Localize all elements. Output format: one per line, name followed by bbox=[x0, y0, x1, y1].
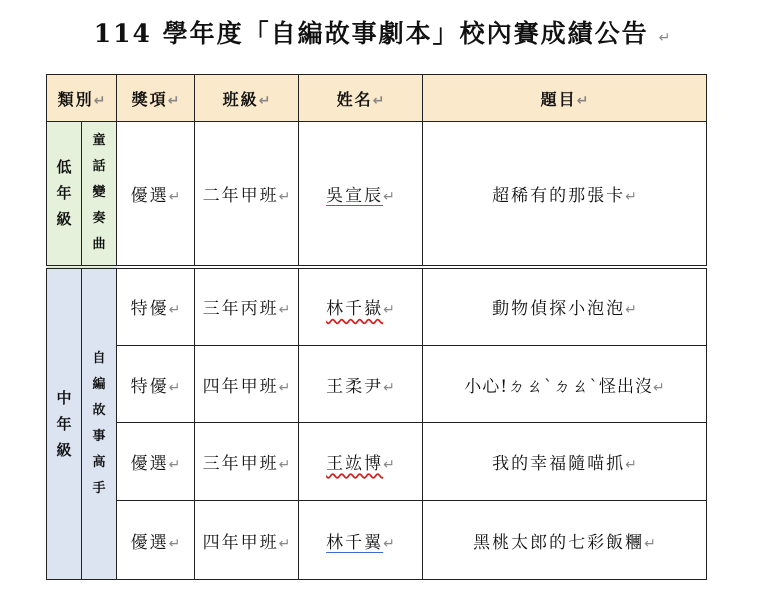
award-cell: 優選↵ bbox=[117, 122, 195, 267]
award-cell: 優選↵ bbox=[117, 501, 195, 580]
table-header-row bbox=[47, 75, 707, 122]
class-cell: 四年甲班↵ bbox=[195, 501, 299, 580]
paragraph-mark-icon: ↵ bbox=[383, 457, 395, 473]
name-cell: 林千翼↵ bbox=[299, 501, 423, 580]
grade-mid-cell: 中 年 級 bbox=[47, 267, 82, 580]
header-award: 獎項↵ bbox=[117, 75, 195, 122]
paragraph-mark-icon: ↵ bbox=[383, 302, 395, 319]
name-cell: 林千嶽↵ bbox=[299, 267, 423, 346]
table-row bbox=[47, 122, 707, 267]
name-cell: 王竑博↵ bbox=[299, 423, 423, 501]
paragraph-mark-icon: ↵ bbox=[644, 535, 656, 552]
paragraph-mark-icon: ↵ bbox=[168, 188, 181, 205]
page-title bbox=[0, 14, 764, 58]
award-cell: 特優↵ bbox=[117, 346, 195, 423]
paragraph-mark-icon: ↵ bbox=[168, 302, 181, 319]
topic-cell: 小心!ㄉㄠˋㄉㄠˋ怪出沒↵ bbox=[423, 346, 707, 423]
header-category: 類別↵ bbox=[47, 75, 117, 122]
paragraph-mark-icon: ↵ bbox=[167, 92, 180, 109]
class-cell: 三年丙班↵ bbox=[195, 267, 299, 346]
table-row bbox=[47, 501, 707, 580]
paragraph-mark-icon: ↵ bbox=[278, 457, 291, 473]
paragraph-mark-icon: ↵ bbox=[278, 188, 291, 205]
paragraph-mark-icon: ↵ bbox=[168, 535, 181, 552]
paragraph-mark-icon: ↵ bbox=[372, 92, 385, 109]
topic-cell: 黑桃太郎的七彩飯糰↵ bbox=[423, 501, 707, 580]
award-cell: 特優↵ bbox=[117, 267, 195, 346]
name-cell: 吳宣辰↵ bbox=[299, 122, 423, 267]
subcategory-fairytale-cell: 童 話 變 奏 曲 bbox=[82, 122, 117, 267]
paragraph-mark-icon: ↵ bbox=[93, 92, 106, 109]
paragraph-mark-icon: ↵ bbox=[658, 30, 671, 46]
paragraph-mark-icon: ↵ bbox=[625, 457, 637, 473]
name-cell: 王柔尹↵ bbox=[299, 346, 423, 423]
table-row bbox=[47, 423, 707, 501]
paragraph-mark-icon: ↵ bbox=[576, 92, 589, 109]
header-topic: 題目↵ bbox=[423, 75, 707, 122]
topic-cell: 動物偵探小泡泡↵ bbox=[423, 267, 707, 346]
paragraph-mark-icon: ↵ bbox=[625, 188, 637, 205]
paragraph-mark-icon: ↵ bbox=[278, 379, 291, 396]
paragraph-mark-icon: ↵ bbox=[383, 535, 395, 552]
paragraph-mark-icon: ↵ bbox=[383, 379, 395, 396]
paragraph-mark-icon: ↵ bbox=[278, 302, 291, 319]
paragraph-mark-icon: ↵ bbox=[168, 379, 181, 396]
award-cell: 優選↵ bbox=[117, 423, 195, 501]
title-text: 114 學年度「自編故事劇本」校內賽成績公告 bbox=[93, 19, 649, 48]
header-name: 姓名↵ bbox=[299, 75, 423, 122]
grade-low-cell: 低 年 級 bbox=[47, 122, 82, 267]
class-cell: 四年甲班↵ bbox=[195, 346, 299, 423]
class-cell: 二年甲班↵ bbox=[195, 122, 299, 267]
paragraph-mark-icon: ↵ bbox=[278, 535, 291, 552]
topic-cell: 我的幸福隨喵抓↵ bbox=[423, 423, 707, 501]
paragraph-mark-icon: ↵ bbox=[653, 379, 665, 396]
paragraph-mark-icon: ↵ bbox=[258, 92, 271, 109]
subcategory-story-master-cell: 自 編 故 事 高 手 bbox=[82, 267, 117, 580]
paragraph-mark-icon: ↵ bbox=[383, 188, 395, 205]
results-table bbox=[46, 74, 707, 580]
paragraph-mark-icon: ↵ bbox=[168, 457, 181, 473]
table-row bbox=[47, 267, 707, 346]
paragraph-mark-icon: ↵ bbox=[625, 302, 637, 319]
table-row bbox=[47, 346, 707, 423]
class-cell: 三年甲班↵ bbox=[195, 423, 299, 501]
header-class: 班級↵ bbox=[195, 75, 299, 122]
topic-cell: 超稀有的那張卡↵ bbox=[423, 122, 707, 267]
